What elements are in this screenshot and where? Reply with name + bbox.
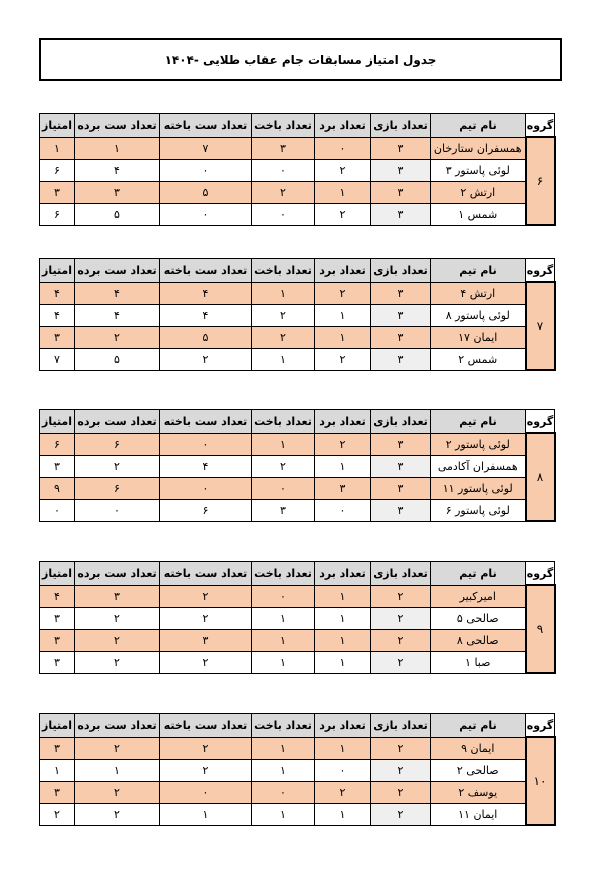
sets-lost-cell: ۲ [160,585,252,607]
sets-won-cell: ۶ [75,477,160,499]
table-row [40,759,555,781]
games-cell: ۳ [371,203,431,225]
losses-cell: ۱ [252,282,315,304]
games-header: تعداد بازی [371,714,431,738]
wins-header: تعداد برد [315,562,371,586]
table-row [40,737,555,759]
team-name-cell: صالحی ۵ [431,607,526,629]
sets-won-cell: ۰ [75,499,160,521]
sets-lost-cell: ۰ [160,159,252,181]
wins-cell: ۱ [315,803,371,825]
sets-lost-cell: ۷ [160,137,252,159]
header-row [40,562,555,586]
sets-lost-cell: ۲ [160,348,252,370]
points-header: امتیاز [40,114,75,138]
team-name-cell: همسفران آکادمی [431,455,526,477]
table-row [40,137,555,159]
points-cell: ۳ [40,781,75,803]
group-table-5 [39,713,554,826]
sets-won-cell: ۳ [75,181,160,203]
losses-header: تعداد باخت [252,114,315,138]
team-name-cell: لوئی پاستور ۱۱ [431,477,526,499]
games-cell: ۳ [371,348,431,370]
sets-won-header: تعداد ست برده [75,114,160,138]
losses-cell: ۱ [252,629,315,651]
sets-won-cell: ۲ [75,455,160,477]
games-header: تعداد بازی [371,562,431,586]
group-table-1 [39,113,554,226]
group-header: گروه [526,410,555,434]
table-row [40,304,555,326]
points-cell: ۳ [40,737,75,759]
points-header: امتیاز [40,562,75,586]
table-row [40,455,555,477]
group-number-cell: ۸ [526,433,555,521]
group-header: گروه [526,259,555,283]
sets-won-cell: ۶ [75,433,160,455]
losses-cell: ۲ [252,455,315,477]
sets-won-cell: ۲ [75,326,160,348]
games-cell: ۳ [371,282,431,304]
wins-cell: ۲ [315,159,371,181]
points-header: امتیاز [40,259,75,283]
points-cell: ۴ [40,585,75,607]
title-box [39,38,562,81]
wins-cell: ۱ [315,181,371,203]
points-cell: ۳ [40,326,75,348]
group-table-4 [39,561,554,674]
team-name-cell: ایمان ۱۷ [431,326,526,348]
sets-won-cell: ۴ [75,304,160,326]
sets-won-cell: ۲ [75,607,160,629]
table-row [40,477,555,499]
points-cell: ۷ [40,348,75,370]
table-row [40,629,555,651]
points-cell: ۶ [40,203,75,225]
losses-cell: ۳ [252,137,315,159]
team-header: نام تیم [431,410,526,434]
losses-header: تعداد باخت [252,259,315,283]
losses-cell: ۰ [252,203,315,225]
team-name-cell: صبا ۱ [431,651,526,673]
sets-won-cell: ۱ [75,137,160,159]
sets-lost-cell: ۳ [160,629,252,651]
standings-table [39,258,556,371]
games-cell: ۳ [371,159,431,181]
team-name-cell: صالحی ۲ [431,759,526,781]
points-cell: ۹ [40,477,75,499]
team-header: نام تیم [431,562,526,586]
sets-lost-header: تعداد ست باخته [160,562,252,586]
sets-won-cell: ۲ [75,629,160,651]
points-cell: ۶ [40,159,75,181]
sets-lost-header: تعداد ست باخته [160,259,252,283]
sets-lost-cell: ۴ [160,282,252,304]
games-cell: ۲ [371,759,431,781]
games-cell: ۳ [371,326,431,348]
sets-won-cell: ۲ [75,803,160,825]
losses-cell: ۰ [252,781,315,803]
group-header: گروه [526,114,555,138]
games-cell: ۲ [371,781,431,803]
sets-lost-cell: ۴ [160,455,252,477]
group-number-cell: ۱۰ [526,737,555,825]
sets-lost-header: تعداد ست باخته [160,114,252,138]
table-row [40,203,555,225]
wins-cell: ۱ [315,629,371,651]
wins-cell: ۱ [315,304,371,326]
wins-cell: ۱ [315,651,371,673]
header-row [40,410,555,434]
table-row [40,326,555,348]
table-row [40,181,555,203]
points-cell: ۳ [40,607,75,629]
losses-header: تعداد باخت [252,562,315,586]
sets-won-header: تعداد ست برده [75,259,160,283]
header-row [40,114,555,138]
wins-cell: ۱ [315,737,371,759]
sets-lost-cell: ۲ [160,651,252,673]
games-cell: ۲ [371,585,431,607]
sets-won-cell: ۴ [75,282,160,304]
sets-lost-cell: ۰ [160,433,252,455]
losses-cell: ۰ [252,477,315,499]
team-name-cell: لوئی پاستور ۳ [431,159,526,181]
sets-won-header: تعداد ست برده [75,562,160,586]
losses-cell: ۱ [252,803,315,825]
wins-cell: ۱ [315,607,371,629]
points-cell: ۱ [40,137,75,159]
losses-cell: ۰ [252,159,315,181]
team-header: نام تیم [431,114,526,138]
group-table-2 [39,258,554,371]
wins-cell: ۲ [315,203,371,225]
points-header: امتیاز [40,714,75,738]
games-cell: ۳ [371,499,431,521]
team-name-cell: صالحی ۸ [431,629,526,651]
sets-lost-cell: ۶ [160,499,252,521]
sets-won-cell: ۵ [75,348,160,370]
points-cell: ۳ [40,629,75,651]
table-row [40,585,555,607]
games-cell: ۳ [371,181,431,203]
team-name-cell: لوئی پاستور ۲ [431,433,526,455]
losses-cell: ۲ [252,326,315,348]
sets-lost-cell: ۱ [160,803,252,825]
standings-table [39,561,556,674]
sets-won-header: تعداد ست برده [75,410,160,434]
games-cell: ۲ [371,803,431,825]
team-name-cell: ایمان ۱۱ [431,803,526,825]
wins-cell: ۰ [315,137,371,159]
sets-lost-cell: ۰ [160,477,252,499]
team-name-cell: ایمان ۹ [431,737,526,759]
sets-lost-cell: ۴ [160,304,252,326]
table-row [40,607,555,629]
games-cell: ۲ [371,629,431,651]
team-name-cell: لوئی پاستور ۸ [431,304,526,326]
sets-won-cell: ۲ [75,651,160,673]
table-row [40,433,555,455]
sets-lost-cell: ۵ [160,326,252,348]
losses-cell: ۱ [252,759,315,781]
losses-cell: ۲ [252,181,315,203]
losses-cell: ۰ [252,585,315,607]
points-cell: ۴ [40,304,75,326]
losses-cell: ۱ [252,433,315,455]
games-header: تعداد بازی [371,410,431,434]
group-header: گروه [526,714,555,738]
losses-cell: ۳ [252,499,315,521]
points-cell: ۳ [40,651,75,673]
points-cell: ۳ [40,455,75,477]
sets-won-cell: ۴ [75,159,160,181]
team-name-cell: شمس ۲ [431,348,526,370]
sets-lost-cell: ۲ [160,607,252,629]
points-cell: ۱ [40,759,75,781]
team-name-cell: همسفران ستارخان [431,137,526,159]
team-name-cell: ارتش ۲ [431,181,526,203]
losses-cell: ۱ [252,607,315,629]
sets-won-cell: ۲ [75,737,160,759]
wins-cell: ۰ [315,759,371,781]
wins-cell: ۲ [315,348,371,370]
team-name-cell: شمس ۱ [431,203,526,225]
wins-header: تعداد برد [315,410,371,434]
sets-won-cell: ۳ [75,585,160,607]
table-row [40,781,555,803]
header-row [40,714,555,738]
sets-lost-header: تعداد ست باخته [160,410,252,434]
games-cell: ۳ [371,477,431,499]
points-cell: ۳ [40,181,75,203]
wins-cell: ۲ [315,433,371,455]
group-number-cell: ۶ [526,137,555,225]
wins-header: تعداد برد [315,259,371,283]
losses-header: تعداد باخت [252,410,315,434]
sets-lost-cell: ۲ [160,759,252,781]
team-name-cell: یوسف ۲ [431,781,526,803]
losses-cell: ۱ [252,348,315,370]
games-header: تعداد بازی [371,259,431,283]
sets-lost-cell: ۲ [160,737,252,759]
wins-cell: ۳ [315,477,371,499]
group-header: گروه [526,562,555,586]
sets-won-cell: ۱ [75,759,160,781]
page-title: جدول امتیاز مسابقات جام عقاب طلایی -۱۴۰۴ [164,52,437,67]
table-row [40,282,555,304]
wins-cell: ۱ [315,585,371,607]
header-row [40,259,555,283]
wins-header: تعداد برد [315,714,371,738]
table-row [40,499,555,521]
team-name-cell: لوئی پاستور ۶ [431,499,526,521]
table-row [40,803,555,825]
table-row [40,651,555,673]
wins-cell: ۲ [315,781,371,803]
sets-won-cell: ۲ [75,781,160,803]
games-header: تعداد بازی [371,114,431,138]
team-name-cell: امیرکبیر [431,585,526,607]
team-header: نام تیم [431,714,526,738]
sets-won-header: تعداد ست برده [75,714,160,738]
table-row [40,348,555,370]
sets-lost-cell: ۰ [160,203,252,225]
points-cell: ۰ [40,499,75,521]
games-cell: ۳ [371,304,431,326]
standings-table [39,113,556,226]
group-table-3 [39,409,554,522]
group-number-cell: ۷ [526,282,555,370]
games-cell: ۳ [371,455,431,477]
losses-header: تعداد باخت [252,714,315,738]
points-cell: ۶ [40,433,75,455]
points-header: امتیاز [40,410,75,434]
games-cell: ۲ [371,607,431,629]
team-name-cell: ارتش ۴ [431,282,526,304]
wins-cell: ۲ [315,282,371,304]
sets-won-cell: ۵ [75,203,160,225]
standings-table [39,713,556,826]
wins-header: تعداد برد [315,114,371,138]
wins-cell: ۱ [315,326,371,348]
losses-cell: ۲ [252,304,315,326]
team-header: نام تیم [431,259,526,283]
losses-cell: ۱ [252,651,315,673]
games-cell: ۳ [371,433,431,455]
sets-lost-cell: ۰ [160,781,252,803]
sets-lost-header: تعداد ست باخته [160,714,252,738]
standings-table [39,409,556,522]
points-cell: ۴ [40,282,75,304]
wins-cell: ۱ [315,455,371,477]
games-cell: ۲ [371,651,431,673]
sets-lost-cell: ۵ [160,181,252,203]
table-row [40,159,555,181]
games-cell: ۲ [371,737,431,759]
wins-cell: ۰ [315,499,371,521]
losses-cell: ۱ [252,737,315,759]
games-cell: ۳ [371,137,431,159]
points-cell: ۲ [40,803,75,825]
group-number-cell: ۹ [526,585,555,673]
